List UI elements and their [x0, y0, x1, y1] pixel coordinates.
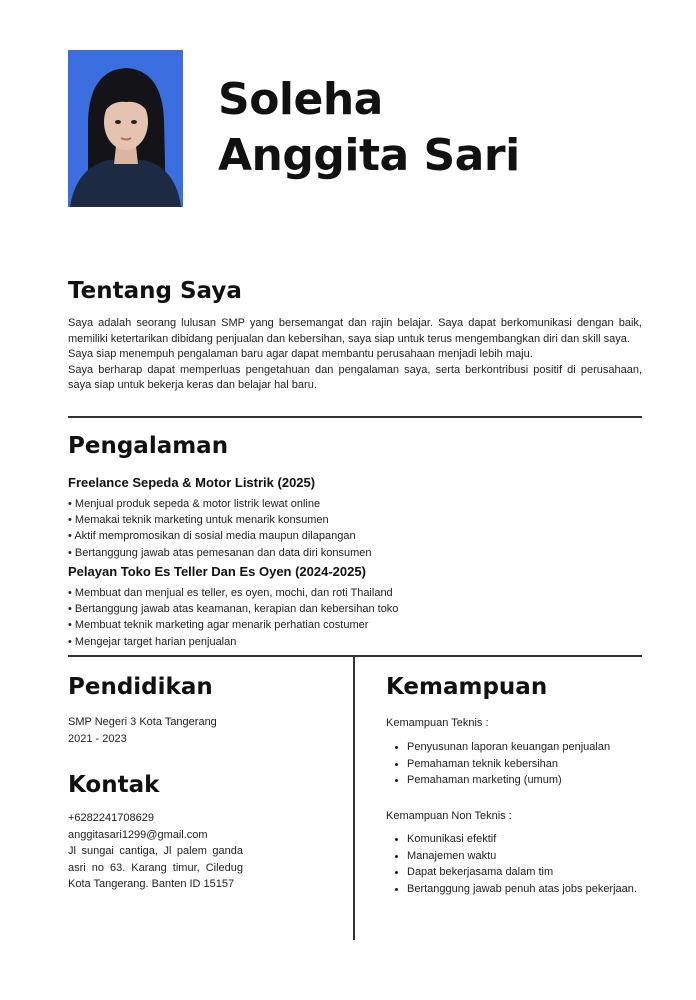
- job-title: Pelayan Toko Es Teller Dan Es Oyen (2024-2025): [68, 564, 366, 579]
- list-item: • Bertanggung jawab atas pemesanan dan data diri konsumen: [68, 545, 372, 561]
- column-divider: [353, 656, 355, 940]
- job-duties: [68, 496, 372, 561]
- full-name: [218, 72, 520, 184]
- experience-title: Pengalaman: [68, 433, 229, 459]
- list-item: • Aktif mempromosikan di sosial media maupun dilapangan: [68, 528, 372, 544]
- last-name: Anggita Sari: [218, 130, 520, 181]
- list-item: • Memakai teknik marketing untuk menarik konsumen: [68, 512, 372, 528]
- profile-photo: [68, 50, 183, 207]
- nontechnical-skills-label: Kemampuan Non Teknis :: [386, 810, 512, 822]
- list-item: • Manajemen waktu: [407, 848, 653, 865]
- email-address: anggitasari1299@gmail.com: [68, 828, 208, 841]
- about-paragraph: Saya siap menempuh pengalaman baru agar dapat membantu perusahaan menjadi lebih maju.: [68, 348, 533, 360]
- about-text: [68, 316, 642, 394]
- list-item: • Dapat bekerjasama dalam tim: [407, 864, 653, 881]
- school-name: SMP Negeri 3 Kota Tangerang: [68, 716, 217, 728]
- list-item: • Menjual produk sepeda & motor listrik lewat online: [68, 496, 372, 512]
- technical-skills-list: [395, 739, 653, 789]
- technical-skills-label: Kemampuan Teknis :: [386, 717, 489, 729]
- list-item: • Membuat teknik marketing agar menarik perhatian costumer: [68, 617, 398, 633]
- divider: [68, 655, 642, 657]
- nontechnical-skills-list: [395, 831, 653, 897]
- about-title: Tentang Saya: [68, 278, 242, 304]
- home-address: Jl sungai cantiga, Jl palem ganda asri no 63. Karang timur, Ciledug Kota Tangerang. Banten ID 15157: [68, 845, 243, 890]
- about-paragraph: Saya adalah seorang lulusan SMP yang bersemangat dan rajin belajar. Saya dapat berkomunikasi dengan baik, memiliki ketertarikan dibidang penjualan dan kebersihan, saya siap untuk terus mengembangkan diri dan skill saya.: [68, 317, 642, 345]
- list-item: • Bertanggung jawab penuh atas jobs pekerjaan.: [407, 881, 653, 898]
- list-item: • Komunikasi efektif: [407, 831, 653, 848]
- job-title: Freelance Sepeda & Motor Listrik (2025): [68, 475, 316, 490]
- list-item: • Membuat dan menjual es teller, es oyen, mochi, dan roti Thailand: [68, 585, 398, 601]
- contact-title: Kontak: [68, 772, 160, 798]
- list-item: • Mengejar target harian penjualan: [68, 634, 398, 650]
- about-paragraph: Saya berharap dapat memperluas pengetahuan dan pengalaman saya, serta berkontribusi positif di perusahaan, saya siap untuk bekerja keras dan belajar hal baru.: [68, 363, 642, 391]
- school-years: 2021 - 2023: [68, 732, 127, 745]
- contact-info: [68, 810, 243, 893]
- list-item: • Bertanggung jawab atas keamanan, kerapian dan kebersihan toko: [68, 601, 398, 617]
- education-info: [68, 714, 217, 747]
- first-name: Soleha: [218, 74, 383, 125]
- list-item: • Pemahaman marketing (umum): [407, 772, 653, 789]
- list-item: • Pemahaman teknik kebersihan: [407, 756, 653, 773]
- divider: [68, 416, 642, 418]
- phone-number: +6282241708629: [68, 812, 154, 824]
- list-item: • Penyusunan laporan keuangan penjualan: [407, 739, 653, 756]
- job-duties: [68, 585, 398, 650]
- education-title: Pendidikan: [68, 674, 213, 700]
- skills-title: Kemampuan: [386, 674, 548, 700]
